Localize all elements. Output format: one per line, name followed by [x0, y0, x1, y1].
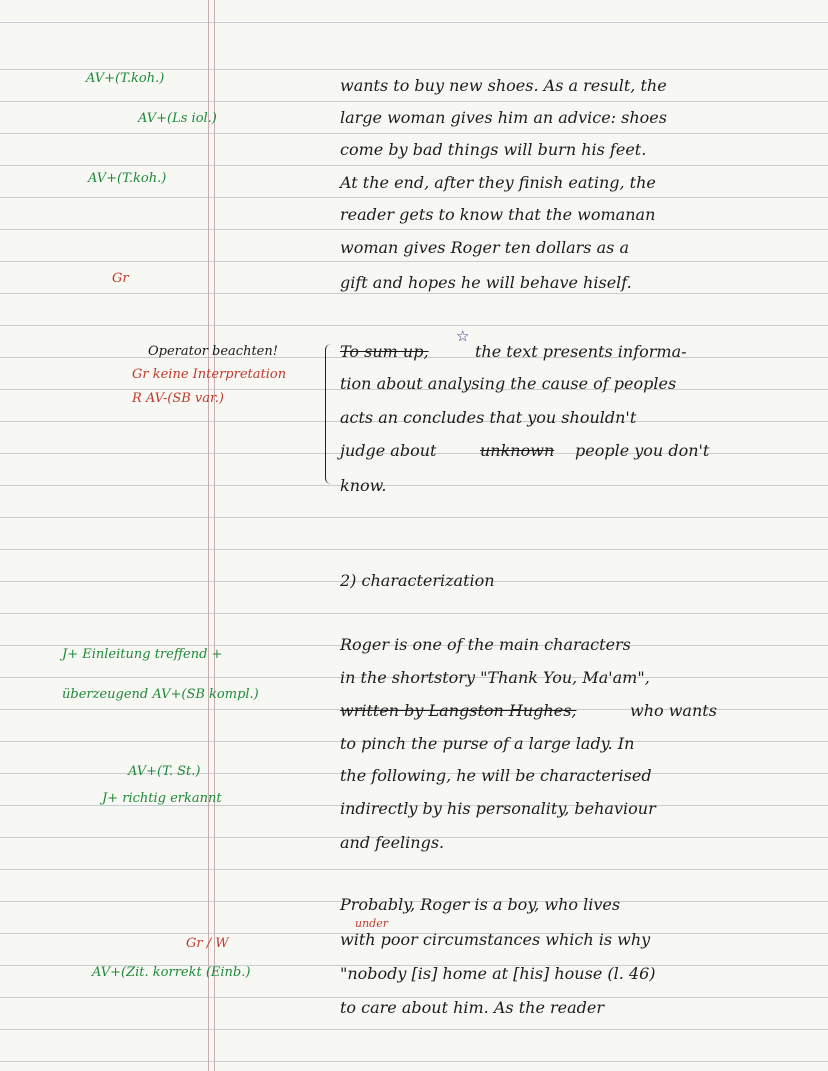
margin-note-1: AV+(T.koh.) [86, 71, 165, 86]
text-line-6: woman gives Roger ten dollars as a [340, 238, 629, 257]
text-line-8-struck: To sum up, [340, 342, 429, 361]
bracket-mark [325, 344, 332, 484]
text-line-18: indirectly by his personality, behaviour [340, 799, 656, 818]
text-line-11b: people you don't [575, 441, 710, 460]
text-line-13: Roger is one of the main characters [340, 635, 631, 654]
inserted-word: under [355, 917, 388, 930]
margin-note-2: AV+(Ls iol.) [138, 111, 217, 126]
text-line-21: with poor circumstances which is why [340, 930, 651, 949]
text-line-7: gift and hopes he will behave hiself. [340, 273, 632, 292]
text-line-14: in the shortstory "Thank You, Ma'am", [340, 668, 650, 687]
text-line-12: know. [340, 476, 387, 495]
text-line-16: to pinch the purse of a large lady. In [340, 734, 635, 753]
margin-note-3: AV+(T.koh.) [88, 171, 167, 186]
text-line-8: the text presents informa- [475, 342, 687, 361]
text-line-15: who wants [630, 701, 717, 720]
margin-note-8: J+ Einleitung treffend + [62, 647, 223, 662]
margin-note-11: J+ richtig erkannt [102, 791, 222, 806]
text-line-10: acts an concludes that you shouldn't [340, 408, 637, 427]
margin-note-5: Operator beachten! [148, 344, 278, 359]
margin-note-10: AV+(T. St.) [128, 764, 201, 779]
text-line-3: come by bad things will burn his feet. [340, 140, 647, 159]
text-line-23: to care about him. As the reader [340, 998, 605, 1017]
margin-line-right [214, 0, 215, 1071]
text-line-2: large woman gives him an advice: shoes [340, 108, 667, 127]
text-line-17: the following, he will be characterised [340, 766, 652, 785]
text-line-11-struck: unknown [480, 441, 555, 460]
margin-note-6: Gr keine Interpretation [132, 367, 287, 382]
margin-note-13: AV+(Zit. korrekt (Einb.) [92, 965, 251, 980]
star-mark-icon: ☆ [456, 327, 470, 345]
margin-line-left [208, 0, 209, 1071]
margin-note-7: R AV-(SB var.) [132, 391, 224, 406]
text-line-1: wants to buy new shoes. As a result, the [340, 76, 667, 95]
section-heading: 2) characterization [340, 571, 495, 590]
text-line-9: tion about analysing the cause of peoples [340, 374, 677, 393]
margin-note-9: überzeugend AV+(SB kompl.) [62, 687, 259, 702]
margin-note-4: Gr [112, 271, 129, 286]
text-line-19: and feelings. [340, 833, 445, 852]
text-line-22: "nobody [is] home at [his] house (l. 46) [340, 964, 656, 983]
margin-note-12: Gr / W [186, 936, 229, 951]
text-line-11a: judge about [340, 441, 437, 460]
text-line-5: reader gets to know that the womanan [340, 205, 656, 224]
text-line-4: At the end, after they finish eating, the [340, 173, 656, 192]
text-line-15-struck: written by Langston Hughes, [340, 701, 577, 720]
text-line-20: Probably, Roger is a boy, who lives [340, 895, 621, 914]
